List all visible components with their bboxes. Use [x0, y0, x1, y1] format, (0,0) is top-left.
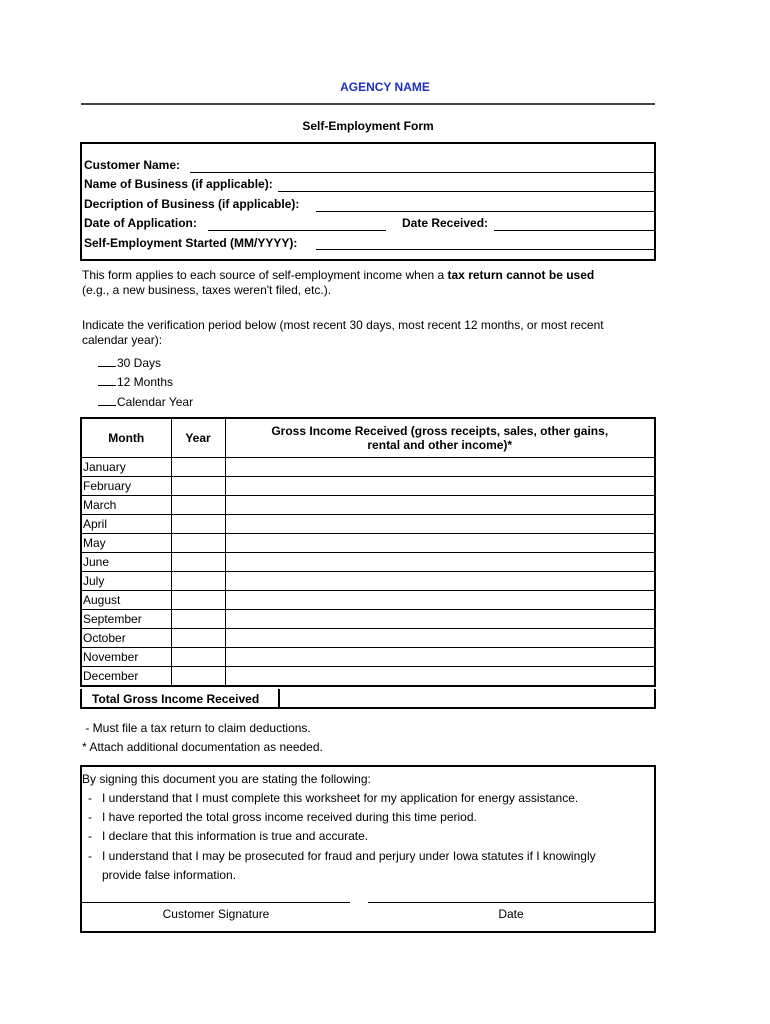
statement-dash: - — [88, 791, 92, 805]
year-cell[interactable] — [171, 496, 225, 515]
income-cell[interactable] — [225, 591, 655, 610]
date-of-application-field[interactable] — [208, 230, 386, 231]
table-row — [81, 629, 655, 648]
date-received-field[interactable] — [494, 230, 654, 231]
customer-signature-label: Customer Signature — [162, 907, 270, 921]
income-cell[interactable] — [225, 496, 655, 515]
business-description-field[interactable] — [316, 211, 654, 212]
year-cell[interactable] — [171, 477, 225, 496]
income-cell[interactable] — [225, 610, 655, 629]
year-cell[interactable] — [171, 458, 225, 477]
option-label: Calendar Year — [117, 395, 194, 409]
month-cell: February — [81, 477, 171, 496]
income-cell[interactable] — [225, 629, 655, 648]
intro-example-text: (e.g., a new business, taxes weren't filed, etc.). — [82, 283, 332, 297]
year-cell[interactable] — [171, 648, 225, 667]
option-label: 12 Months — [117, 375, 174, 389]
statement-text: I understand that I may be prosecuted for fraud and perjury under Iowa statutes if I knowingly — [102, 849, 596, 863]
statement-dash: - — [88, 829, 92, 843]
intro-text: This form applies to each source of self-employment income when a — [82, 268, 448, 282]
income-cell[interactable] — [225, 458, 655, 477]
gross-income-header: Gross Income Received (gross receipts, sales, other gains, rental and other income)* — [225, 418, 655, 458]
form-title: Self-Employment Form — [302, 119, 434, 133]
agency-name: AGENCY NAME — [340, 80, 430, 94]
business-name-field[interactable] — [278, 191, 654, 192]
business-description-label: Decription of Business (if applicable): — [84, 197, 300, 211]
intro-bold-text: tax return cannot be used — [447, 268, 595, 282]
customer-name-field[interactable] — [190, 172, 654, 173]
statement-text: I declare that this information is true and accurate. — [102, 829, 369, 843]
date-received-label: Date Received: — [402, 216, 489, 230]
month-cell: October — [81, 629, 171, 648]
option-12-months[interactable] — [98, 375, 173, 389]
self-employment-started-label: Self-Employment Started (MM/YYYY): — [84, 236, 298, 250]
option-calendar-year[interactable] — [98, 395, 193, 409]
table-row — [81, 667, 655, 687]
month-cell: April — [81, 515, 171, 534]
table-row — [81, 458, 655, 477]
statement-dash: - — [88, 810, 92, 824]
self-employment-started-field[interactable] — [316, 249, 654, 250]
table-row — [81, 477, 655, 496]
option-checkbox-line[interactable] — [98, 395, 116, 406]
statement-dash: - — [88, 849, 92, 863]
table-row — [81, 553, 655, 572]
table-row — [81, 610, 655, 629]
income-table — [80, 417, 656, 687]
table-row — [81, 591, 655, 610]
income-cell[interactable] — [225, 534, 655, 553]
year-cell[interactable] — [171, 553, 225, 572]
month-cell: August — [81, 591, 171, 610]
date-of-application-label: Date of Application: — [84, 216, 197, 230]
table-row — [81, 515, 655, 534]
business-name-label: Name of Business (if applicable): — [84, 177, 273, 191]
statement-text: I have reported the total gross income received during this time period. — [102, 810, 477, 824]
income-cell[interactable] — [225, 515, 655, 534]
year-cell[interactable] — [171, 629, 225, 648]
customer-info-box — [80, 142, 656, 261]
table-row — [81, 572, 655, 591]
year-cell[interactable] — [171, 667, 225, 687]
month-cell: May — [81, 534, 171, 553]
income-cell[interactable] — [225, 667, 655, 687]
month-cell: March — [81, 496, 171, 515]
year-cell[interactable] — [171, 515, 225, 534]
income-cell[interactable] — [225, 477, 655, 496]
month-cell: November — [81, 648, 171, 667]
total-gross-income-field[interactable] — [282, 689, 654, 707]
year-cell[interactable] — [171, 572, 225, 591]
income-cell[interactable] — [225, 648, 655, 667]
option-checkbox-line[interactable] — [98, 356, 116, 367]
total-gross-income-label: Total Gross Income Received — [82, 689, 280, 707]
table-header-row — [81, 418, 655, 458]
option-label: 30 Days — [117, 356, 162, 370]
year-cell[interactable] — [171, 534, 225, 553]
month-cell: September — [81, 610, 171, 629]
deductions-note: - Must file a tax return to claim deductions. — [82, 721, 311, 735]
month-cell: January — [81, 458, 171, 477]
option-30-days[interactable] — [98, 356, 161, 370]
customer-name-label: Customer Name: — [84, 158, 181, 172]
header-divider — [81, 103, 655, 105]
income-cell[interactable] — [225, 572, 655, 591]
income-cell[interactable] — [225, 553, 655, 572]
table-row — [81, 534, 655, 553]
month-header: Month — [81, 418, 171, 458]
year-cell[interactable] — [171, 591, 225, 610]
table-row — [81, 648, 655, 667]
signature-box — [80, 765, 656, 933]
date-label: Date — [498, 907, 524, 921]
verification-instruction: Indicate the verification period below (most recent 30 days, most recent 12 months, or most recent calendar year): — [82, 318, 604, 347]
total-row — [80, 689, 656, 709]
table-row — [81, 496, 655, 515]
documentation-note: * Attach additional documentation as needed. — [82, 740, 323, 754]
year-header: Year — [171, 418, 225, 458]
customer-signature-line[interactable] — [82, 902, 350, 903]
option-checkbox-line[interactable] — [98, 375, 116, 386]
intro-paragraph — [82, 268, 652, 298]
month-cell: July — [81, 572, 171, 591]
month-cell: June — [81, 553, 171, 572]
statement-text: I understand that I must complete this worksheet for my application for energy assistance. — [102, 791, 579, 805]
year-cell[interactable] — [171, 610, 225, 629]
month-cell: December — [81, 667, 171, 687]
date-signature-line[interactable] — [368, 902, 654, 903]
statement-continuation: provide false information. — [102, 868, 237, 882]
signature-intro: By signing this document you are stating the following: — [82, 772, 371, 786]
